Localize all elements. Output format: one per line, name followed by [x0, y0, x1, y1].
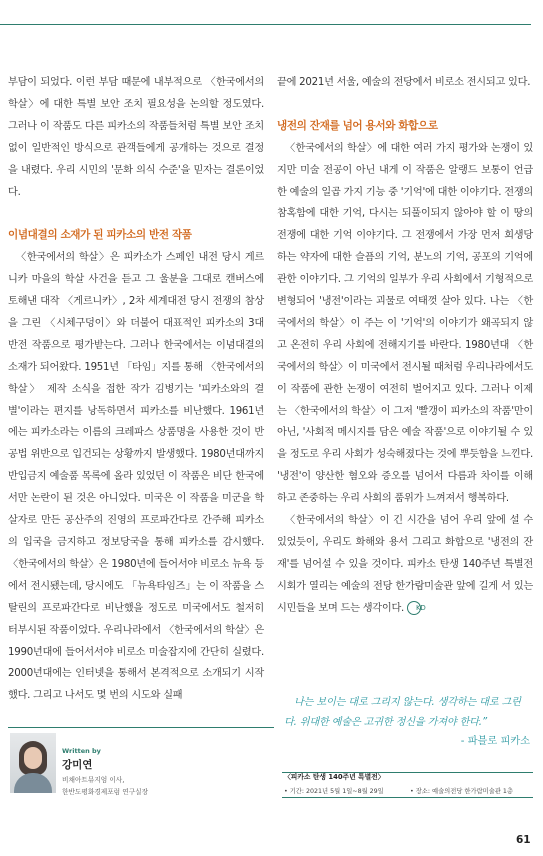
exhibition-info-box: [282, 772, 533, 798]
exhibition-period: • 기간: 2021년 5월 1일~8월 29일: [284, 788, 384, 795]
left-paragraph-1: 부담이 되었다. 이런 부담 때문에 내부적으로 〈한국에서의 학살〉에 대한 특별 보안 조치 필요성을 논의할 정도였다. 그러나 이 작품도 다른 피카소의 작품들처럼 특별 보안 조치 없이 일반적인 방식으로 관객들에게 공개하는 것으로 결정을 내렸다. 우리 시민의 '문화 의식 수준'을 믿자는 결론이었다.: [8, 77, 264, 198]
author-role-2: 한반도평화경제포럼 연구실장: [62, 788, 149, 796]
author-divider: [8, 727, 274, 728]
exhibition-place: • 장소: 예술의전당 한가람미술관 1층: [410, 788, 514, 795]
left-column: [8, 72, 264, 707]
top-rule: [0, 24, 531, 25]
right-column: [277, 72, 533, 620]
paragraph-gap: [277, 94, 533, 116]
author-name: 강미연: [62, 759, 93, 771]
right-paragraph-3-text: 〈한국에서의 학살〉이 긴 시간을 넘어 우리 앞에 설 수 있었듯이, 우리도 화해와 용서 그리고 화합으로 '냉전의 잔재'를 넘어설 수 있을 것이다. 피카소 탄생 140주년 특별전시회가 열리는 예술의 전당 한가람미술관 앞에 길게 서 있는 시민들을 보며 드는 생각이다.: [277, 515, 533, 614]
picasso-quote: 나는 보이는 대로 그리지 않는다. 생각하는 대로 그린다. 위대한 예술은 고귀한 정신을 가져야 한다.”: [284, 697, 521, 728]
section-heading-ideology: 이념대결의 소재가 된 피카소의 반전 작품: [8, 229, 192, 242]
section-heading-cold-war: 냉전의 잔재를 넘어 용서와 화합으로: [277, 119, 438, 132]
right-paragraph-3: [277, 510, 533, 620]
right-paragraph-1: 끝에 2021년 서울, 예술의 전당에서 비로소 전시되고 있다.: [277, 77, 531, 88]
page-number: 61: [516, 834, 531, 846]
left-paragraph-2: 〈한국에서의 학살〉은 피카소가 스페인 내전 당시 게르니카 마을의 학살 사건을 듣고 그 울분을 그대로 캔버스에 토해낸 대작 〈게르니카〉, 2차 세계대전 당시 전쟁의 참상을 그린 〈시체구덩이〉와 더불어 대표적인 피카소의 3대 반전 작품으로 평가받는다. 그러나 한국에서는 이념대결의 소재가 되어왔다. 1951년 「타임」지를 통해 〈한국에서의 학살〉 제작 소식을 접한 작가 김병기는 '피카소와의 결별'이라는 편지를 낭독하면서 피카소를 비난했다. 1961년에는 피카소라는 이름의 크레파스 상품명을 사용한 것이 반공법 위반으로 입건되는 상황까지 발생했다. 1980년대까지 반입금지 예술품 목록에 올라 있었던 이 작품은 비단 한국에서만 논란이 된 것은 아니었다. 미국은 이 작품을 미군을 학살자로 만든 공산주의 진영의 프로파간다로 간주해 피카소의 입국을 금지하고 정보당국을 통해 피카소를 감시했다. 〈한국에서의 학살〉은 1980년에 들어서야 비로소 뉴욕 등에서 전시됐는데, 당시에도 「뉴욕타임즈」는 이 작품을 스탈린의 프로파간다로 비난했을 정도로 미국에서도 철저히 터부시된 작품이었다. 우리나라에서 〈한국에서의 학살〉은 1990년대에 들어서서야 비로소 미술잡지에 간단히 실렸다. 2000년대에는 인터넷을 통해서 본격적으로 소개되기 시작했다. 그리고 나서도 몇 번의 시도와 실패: [8, 252, 264, 702]
written-by-label: Written by: [62, 747, 101, 755]
author-avatar: [10, 733, 56, 793]
author-role-1: 비채아트뮤지엄 이사,: [62, 776, 125, 784]
quote-author: - 파블로 피카소: [460, 736, 530, 747]
right-paragraph-2: 〈한국에서의 학살〉에 대한 여러 가지 평가와 논쟁이 있지만 미술 전공이 아닌 내게 이 작품은 알랭드 보통이 언급한 예술의 일곱 가지 기능 중 '기억'에 대한 이야기다. 전쟁의 참혹함에 대한 기억, 다시는 되풀이되지 않아야 할 이 땅의 전쟁에 대한 기억 이야기다. 그 전쟁에서 가장 먼저 희생당하는 약자에 대한 슬픔의 기억, 분노의 기억, 공포의 기억에 관한 이야기다. 그 기억의 일부가 우리 사회에서 기형적으로 변형되어 '냉전'이라는 괴물로 여태껏 살아 있다. 나는 〈한국에서의 학살〉이 주는 이 '기억'의 이야기가 왜곡되지 않고 온전히 우리 사회에 전해지기를 바란다. 1980년대 〈한국에서의 학살〉이 미국에서 전시될 때처럼 우리나라에서도 이 작품에 관한 논쟁이 여전히 벌어지고 있다. 그러나 이제는 〈한국에서의 학살〉이 그저 '빨갱이 피카소의 작품'만이 아닌, '사회적 메시지를 담은 예술 작품'으로 이야기될 수 있을 정도로 우리 사회가 성숙해졌다는 것에 뿌듯함을 느낀다. '냉전'이 양산한 혐오와 증오를 넘어서 다름과 차이를 이해하고 존중하는 우리 사회의 품위가 느껴져서 행복하다.: [277, 142, 533, 505]
exhibition-title: 〈피카소 탄생 140주년 특별전〉: [284, 773, 385, 781]
end-mark-icon: KD: [407, 601, 421, 615]
avatar-face: [24, 747, 42, 769]
paragraph-gap: [8, 203, 264, 225]
